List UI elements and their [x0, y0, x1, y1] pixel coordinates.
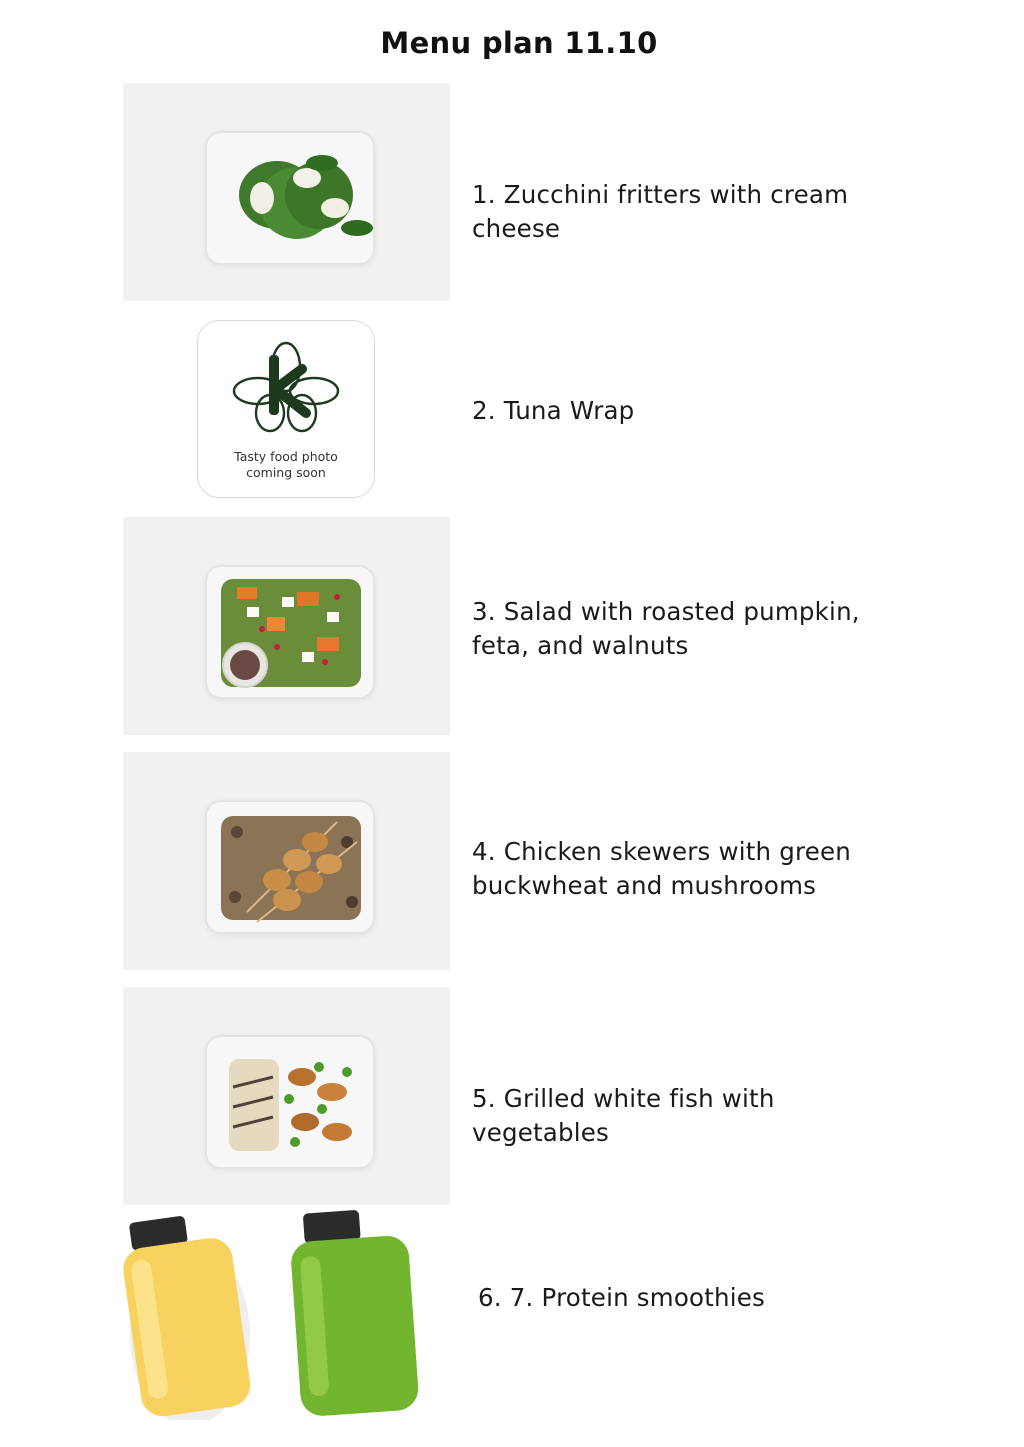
menu-item-5: 5. Grilled white fish with vegetables: [472, 1084, 775, 1147]
smoothie-bottles-photo: [120, 1205, 450, 1420]
brand-logo-icon: [198, 321, 374, 441]
coming-soon-placeholder: [197, 320, 375, 498]
page-title: Menu plan 11.10: [380, 26, 658, 60]
food-container: [205, 800, 375, 934]
menu-item-1: 1. Zucchini fritters with cream cheese: [472, 180, 849, 243]
food-container: [205, 565, 375, 699]
menu-item-4: 4. Chicken skewers with green buckwheat and mushrooms: [472, 837, 851, 900]
menu-item-6-7: 6. 7. Protein smoothies: [478, 1283, 765, 1312]
grilled-fish-photo: [123, 987, 450, 1205]
menu-item-2: 2. Tuna Wrap: [472, 396, 635, 425]
zucchini-fritters-photo: [123, 83, 450, 301]
pumpkin-salad-photo: [123, 517, 450, 735]
food-container: [205, 131, 375, 265]
food-container: [205, 1035, 375, 1169]
chicken-skewers-photo: [123, 752, 450, 970]
placeholder-caption: Tasty food photo coming soon: [234, 449, 338, 480]
menu-item-3: 3. Salad with roasted pumpkin, feta, and walnuts: [472, 597, 860, 660]
